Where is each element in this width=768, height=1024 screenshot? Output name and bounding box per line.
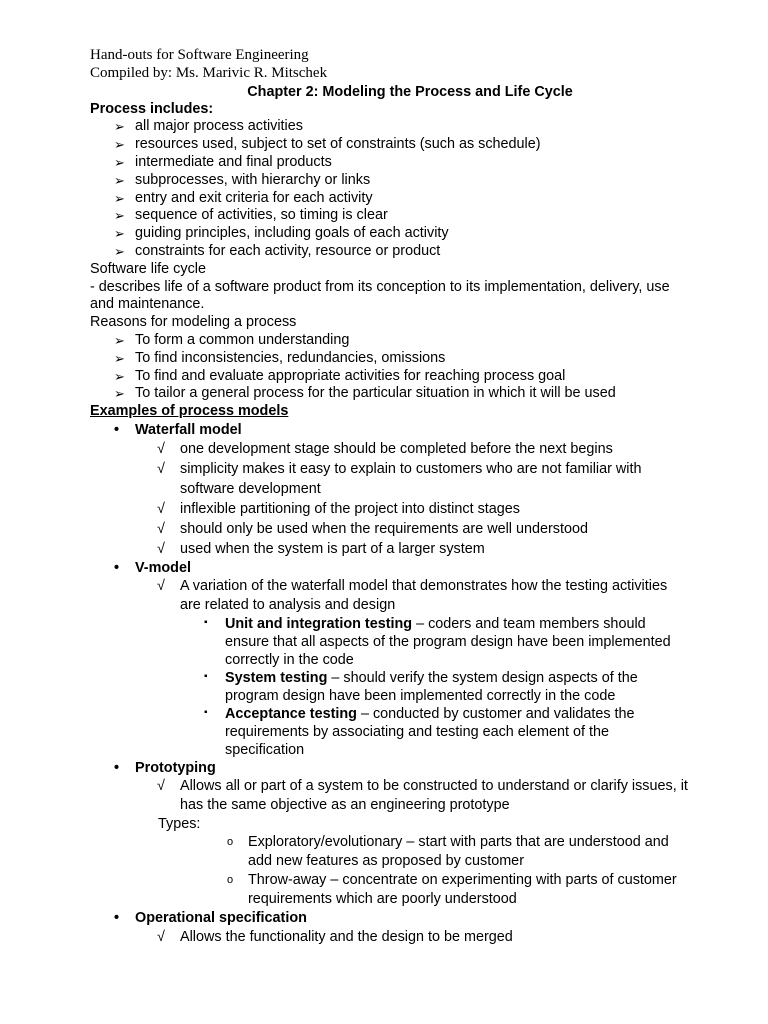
check-bullet-icon: √ bbox=[157, 440, 165, 457]
document-page bbox=[90, 47, 690, 947]
list-item: ▪ Acceptance testing – conducted by customer and validates the requirements by associating and testing each element of the specification bbox=[204, 705, 635, 758]
circle-bullet-icon: o bbox=[227, 873, 234, 886]
list-item: √ Allows the functionality and the design to be merged bbox=[157, 928, 513, 945]
arrow-bullet-icon: ➢ bbox=[114, 172, 125, 188]
list-item: ➢ entry and exit criteria for each activity bbox=[114, 189, 373, 206]
arrow-bullet-icon: ➢ bbox=[114, 208, 125, 224]
circle-bullet-icon: o bbox=[227, 835, 234, 848]
list-item: ➢ To find and evaluate appropriate activities for reaching process goal bbox=[114, 367, 566, 384]
list-item: √ inflexible partitioning of the project into distinct stages bbox=[157, 500, 520, 517]
arrow-bullet-icon: ➢ bbox=[114, 350, 125, 366]
check-bullet-icon: √ bbox=[157, 520, 165, 537]
list-item: ➢ all major process activities bbox=[114, 118, 303, 135]
square-bullet-icon: ▪ bbox=[204, 670, 208, 682]
arrow-bullet-icon: ➢ bbox=[114, 332, 125, 348]
operational-list bbox=[90, 927, 690, 947]
vmodel-list bbox=[90, 577, 690, 615]
list-item: √ A variation of the waterfall model that demonstrates how the testing activities are related to analysis and design bbox=[157, 577, 668, 613]
list-item: √ Allows all or part of a system to be constructed to understand or clarify issues, it has the same objective as an engineering prototype bbox=[157, 777, 688, 813]
prototyping-types-label: Types: bbox=[158, 815, 201, 832]
examples-heading: Examples of process models bbox=[90, 403, 289, 420]
vmodel-heading: • V-model bbox=[114, 559, 191, 576]
arrow-bullet-icon: ➢ bbox=[114, 119, 125, 135]
arrow-bullet-icon: ➢ bbox=[114, 190, 125, 206]
reasons-list bbox=[90, 332, 690, 403]
round-bullet-icon: • bbox=[114, 421, 120, 438]
list-item: o Exploratory/evolutionary – start with parts that are understood and add new features as proposed by customer bbox=[227, 833, 669, 869]
process-includes-list bbox=[90, 118, 690, 260]
list-item: ➢ sequence of activities, so timing is clear bbox=[114, 207, 388, 224]
arrow-bullet-icon: ➢ bbox=[114, 226, 125, 242]
list-item: √ should only be used when the requirements are well understood bbox=[157, 520, 588, 537]
list-item: √ used when the system is part of a larger system bbox=[157, 540, 485, 557]
list-item: ➢ constraints for each activity, resource or product bbox=[114, 242, 441, 259]
life-cycle-heading: Software life cycle bbox=[90, 260, 206, 277]
list-item: ➢ To form a common understanding bbox=[114, 331, 350, 348]
vmodel-testing-list bbox=[90, 615, 690, 759]
life-cycle-description: - describes life of a software product from its conception to its implementation, delivery, use and maintenance. bbox=[90, 278, 670, 313]
check-bullet-icon: √ bbox=[157, 777, 165, 794]
chapter-title: Chapter 2: Modeling the Process and Life Cycle bbox=[247, 83, 573, 100]
arrow-bullet-icon: ➢ bbox=[114, 154, 125, 170]
check-bullet-icon: √ bbox=[157, 928, 165, 945]
list-item: √ simplicity makes it easy to explain to customers who are not familiar with software development bbox=[157, 460, 642, 497]
header-compiler: Compiled by: Ms. Marivic R. Mitschek bbox=[90, 64, 328, 81]
check-bullet-icon: √ bbox=[157, 460, 165, 477]
list-item: ➢ To find inconsistencies, redundancies, omissions bbox=[114, 349, 446, 366]
list-item: o Throw-away – concentrate on experimenting with parts of customer requirements which are poorly understood bbox=[227, 871, 677, 907]
square-bullet-icon: ▪ bbox=[204, 706, 208, 718]
waterfall-list bbox=[90, 439, 690, 559]
list-item: ➢ resources used, subject to set of constraints (such as schedule) bbox=[114, 136, 541, 153]
arrow-bullet-icon: ➢ bbox=[114, 368, 125, 384]
prototyping-types-list bbox=[90, 833, 690, 909]
process-includes-heading: Process includes: bbox=[90, 100, 214, 117]
arrow-bullet-icon: ➢ bbox=[114, 137, 125, 153]
list-item: ➢ guiding principles, including goals of each activity bbox=[114, 225, 449, 242]
round-bullet-icon: • bbox=[114, 909, 120, 926]
list-item: ➢ subprocesses, with hierarchy or links bbox=[114, 171, 371, 188]
list-item: √ one development stage should be completed before the next begins bbox=[157, 440, 613, 457]
arrow-bullet-icon: ➢ bbox=[114, 243, 125, 259]
list-item: ▪ System testing – should verify the system design aspects of the program design have been implemented correctly in the code bbox=[204, 669, 638, 704]
operational-heading: • Operational specification bbox=[114, 909, 307, 926]
waterfall-heading: • Waterfall model bbox=[114, 421, 242, 438]
round-bullet-icon: • bbox=[114, 759, 120, 776]
list-item: ➢ intermediate and final products bbox=[114, 153, 332, 170]
prototyping-heading: • Prototyping bbox=[114, 759, 216, 776]
list-item: ➢ To tailor a general process for the particular situation in which it will be used bbox=[114, 385, 616, 402]
square-bullet-icon: ▪ bbox=[204, 616, 208, 628]
list-item: ▪ Unit and integration testing – coders and team members should ensure that all aspects of the program design have been implemented correctly in the code bbox=[204, 615, 671, 668]
round-bullet-icon: • bbox=[114, 559, 120, 576]
check-bullet-icon: √ bbox=[157, 540, 165, 557]
arrow-bullet-icon: ➢ bbox=[114, 386, 125, 402]
prototyping-list bbox=[90, 777, 690, 815]
check-bullet-icon: √ bbox=[157, 577, 165, 594]
header-course: Hand-outs for Software Engineering bbox=[90, 47, 309, 63]
check-bullet-icon: √ bbox=[157, 500, 165, 517]
reasons-heading: Reasons for modeling a process bbox=[90, 314, 297, 331]
